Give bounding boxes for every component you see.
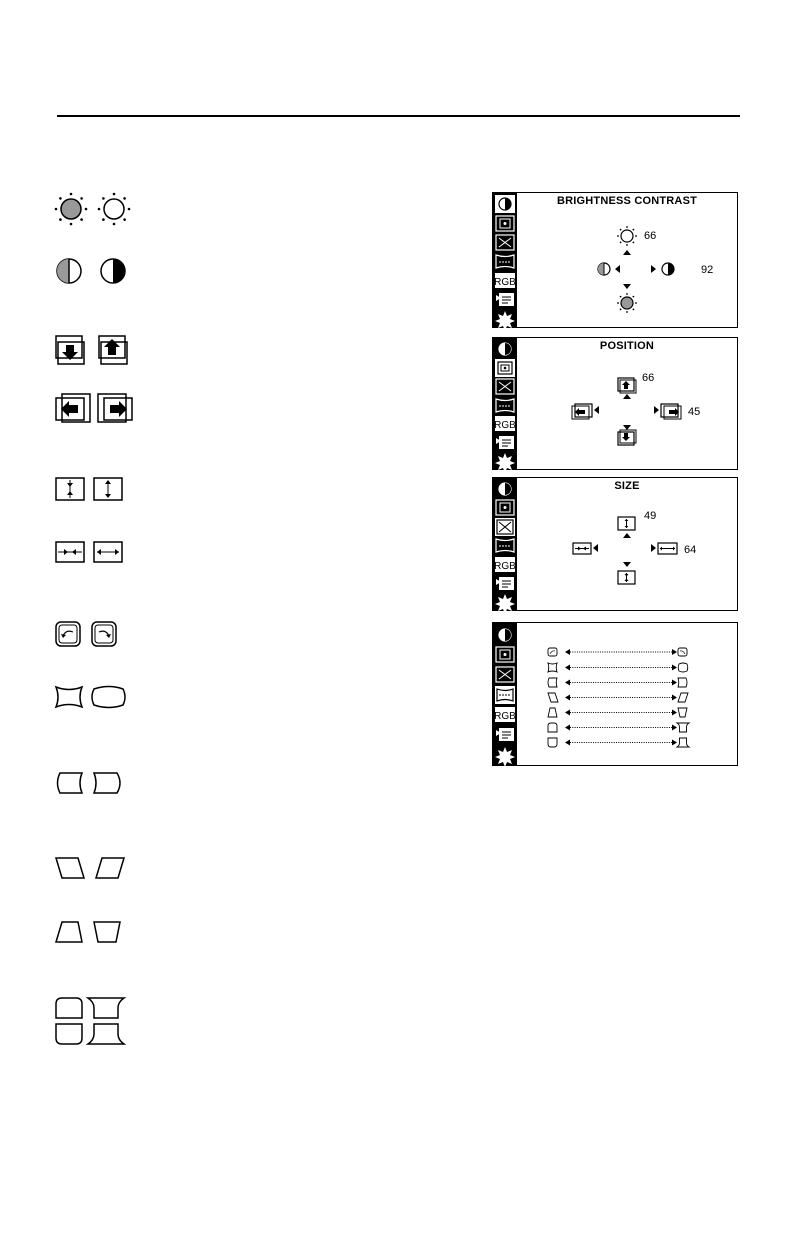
sidebar-position-icon[interactable] <box>496 500 514 515</box>
arrow-down-icon <box>623 284 631 289</box>
position-right-control-icon[interactable] <box>661 404 681 419</box>
pin-balance-right-icon <box>94 773 120 793</box>
sidebar-size-icon[interactable] <box>495 518 515 536</box>
size-horizontal-shrink-icon[interactable] <box>573 543 591 554</box>
contrast-right-icon[interactable] <box>662 263 674 275</box>
size-horizontal-expand-icon[interactable] <box>658 543 677 554</box>
pin-balance-icon-pair <box>54 771 134 797</box>
size-horizontal-value: 64 <box>684 544 697 556</box>
arrow-up-icon <box>623 533 631 538</box>
pincushion-out-icon <box>92 687 125 708</box>
size-shrink-vertical-icon <box>56 478 84 500</box>
size-diagram <box>517 478 737 608</box>
arrow-right-icon <box>651 265 656 273</box>
contrast-icon-pair <box>54 255 134 287</box>
brightness-icon-pair <box>54 190 134 230</box>
arrow-right-icon <box>654 406 659 414</box>
sidebar-brightness-contrast-icon[interactable] <box>495 195 515 213</box>
sidebar-exit-icon[interactable] <box>495 453 515 471</box>
vertical-position-icon-pair <box>54 332 134 368</box>
bottom-corner-round-icon <box>56 1024 82 1044</box>
sidebar-position-icon[interactable] <box>496 647 514 662</box>
sidebar-brightness-contrast-icon[interactable] <box>499 629 511 641</box>
geometry-panel <box>492 622 738 766</box>
panel-title: BRIGHTNESS CONTRAST <box>556 195 698 207</box>
sidebar-recall-icon[interactable] <box>496 728 514 741</box>
geometry-row-pincushion[interactable] <box>548 663 688 672</box>
sidebar-size-icon[interactable] <box>496 235 514 250</box>
position-horizontal-value: 45 <box>688 406 701 418</box>
sidebar-geometry-icon[interactable] <box>496 539 514 552</box>
svg-text:RGB: RGB <box>494 277 516 288</box>
arrow-left-icon <box>615 265 620 273</box>
arrow-down-icon <box>623 425 631 430</box>
geometry-row-pin-balance[interactable] <box>548 678 687 687</box>
sidebar-exit-icon[interactable] <box>495 594 515 612</box>
contrast-high-icon <box>101 259 125 283</box>
contrast-value: 92 <box>701 264 714 276</box>
position-diagram <box>517 338 737 468</box>
sidebar-geometry-icon[interactable] <box>495 686 515 704</box>
position-up-control-icon[interactable] <box>618 378 636 393</box>
position-right-icon <box>98 394 132 422</box>
sidebar-geometry-icon[interactable] <box>496 399 514 412</box>
size-panel <box>492 477 738 611</box>
geometry-diagram <box>517 623 737 765</box>
panel-title: POSITION <box>599 340 655 352</box>
osd-sidebar <box>493 338 517 469</box>
brightness-high-icon <box>98 193 131 226</box>
horizontal-size-icon-pair <box>54 540 134 566</box>
geometry-row-bottom-corner[interactable] <box>548 738 689 747</box>
size-vertical-shrink-icon[interactable] <box>618 571 635 584</box>
contrast-low-icon <box>57 259 81 283</box>
bottom-corner-flare-icon <box>88 1024 124 1044</box>
arrow-up-icon <box>623 394 631 399</box>
sidebar-exit-icon[interactable] <box>495 311 515 329</box>
arrow-up-icon <box>623 250 631 255</box>
geometry-row-parallelogram[interactable] <box>548 693 688 702</box>
osd-sidebar <box>493 623 517 765</box>
size-expand-horizontal-icon <box>94 542 122 562</box>
sidebar-position-icon[interactable] <box>495 359 515 377</box>
position-down-control-icon[interactable] <box>618 430 636 445</box>
sidebar-size-icon[interactable] <box>496 667 514 682</box>
arrow-down-icon <box>623 562 631 567</box>
position-up-icon <box>99 336 127 364</box>
geometry-row-rotation[interactable] <box>548 648 687 656</box>
pincushion-icon-pair <box>54 685 134 711</box>
arrow-left-icon <box>594 406 599 414</box>
panel-title: SIZE <box>614 480 640 492</box>
sidebar-recall-icon[interactable] <box>496 293 514 306</box>
sidebar-rgb-icon[interactable] <box>494 707 516 722</box>
position-down-icon <box>56 336 84 364</box>
size-vertical-expand-icon[interactable] <box>618 517 635 530</box>
parallelogram-icon-pair <box>54 856 134 882</box>
position-left-control-icon[interactable] <box>572 404 592 419</box>
pincushion-in-icon <box>56 687 82 707</box>
geometry-row-trapezoid[interactable] <box>548 708 687 717</box>
arrow-right-icon <box>651 544 656 552</box>
sidebar-position-icon[interactable] <box>496 216 514 231</box>
position-vertical-value: 66 <box>642 372 655 384</box>
size-shrink-horizontal-icon <box>56 542 84 562</box>
horizontal-position-icon-pair <box>54 392 134 426</box>
brightness-up-icon[interactable] <box>617 226 637 246</box>
rotate-right-icon <box>92 622 116 646</box>
sidebar-rgb-icon[interactable] <box>494 557 516 572</box>
sidebar-geometry-icon[interactable] <box>496 255 514 268</box>
size-expand-vertical-icon <box>94 478 122 500</box>
corner-icon-group <box>54 996 134 1048</box>
sidebar-brightness-contrast-icon[interactable] <box>499 483 511 495</box>
brightness-value: 66 <box>644 230 657 242</box>
osd-sidebar <box>493 478 517 610</box>
contrast-left-icon[interactable] <box>598 263 610 275</box>
sidebar-rgb-icon[interactable] <box>494 273 516 288</box>
sidebar-brightness-contrast-icon[interactable] <box>499 343 511 355</box>
brightness-low-icon <box>55 193 88 226</box>
header-rule <box>57 115 740 117</box>
sidebar-size-icon[interactable] <box>496 379 514 394</box>
size-vertical-value: 49 <box>644 510 657 522</box>
trapezoid-icon-pair <box>54 920 134 946</box>
sidebar-exit-icon[interactable] <box>495 747 515 767</box>
trapezoid-wide-top-icon <box>94 922 120 942</box>
sidebar-rgb-icon[interactable] <box>494 416 516 431</box>
trapezoid-narrow-top-icon <box>56 922 82 942</box>
parallelogram-left-icon <box>56 858 84 878</box>
osd-sidebar <box>493 193 517 327</box>
vertical-size-icon-pair <box>54 476 134 504</box>
pin-balance-left-icon <box>58 773 83 793</box>
rotation-icon-pair <box>54 620 134 650</box>
position-left-icon <box>56 394 90 422</box>
top-corner-round-icon <box>56 998 82 1018</box>
geometry-row-top-corner[interactable] <box>548 723 689 732</box>
brightness-down-icon[interactable] <box>617 293 637 313</box>
parallelogram-right-icon <box>96 858 124 878</box>
rotate-left-icon <box>56 622 80 646</box>
svg-text:RGB: RGB <box>494 420 516 431</box>
svg-text:RGB: RGB <box>494 561 516 572</box>
sidebar-recall-icon[interactable] <box>496 436 514 449</box>
brightness-contrast-diagram <box>517 193 737 325</box>
top-corner-flare-icon <box>88 998 124 1018</box>
svg-text:RGB: RGB <box>494 711 516 722</box>
sidebar-recall-icon[interactable] <box>496 577 514 590</box>
arrow-left-icon <box>593 544 598 552</box>
position-panel <box>492 337 738 470</box>
brightness-contrast-panel <box>492 192 738 328</box>
